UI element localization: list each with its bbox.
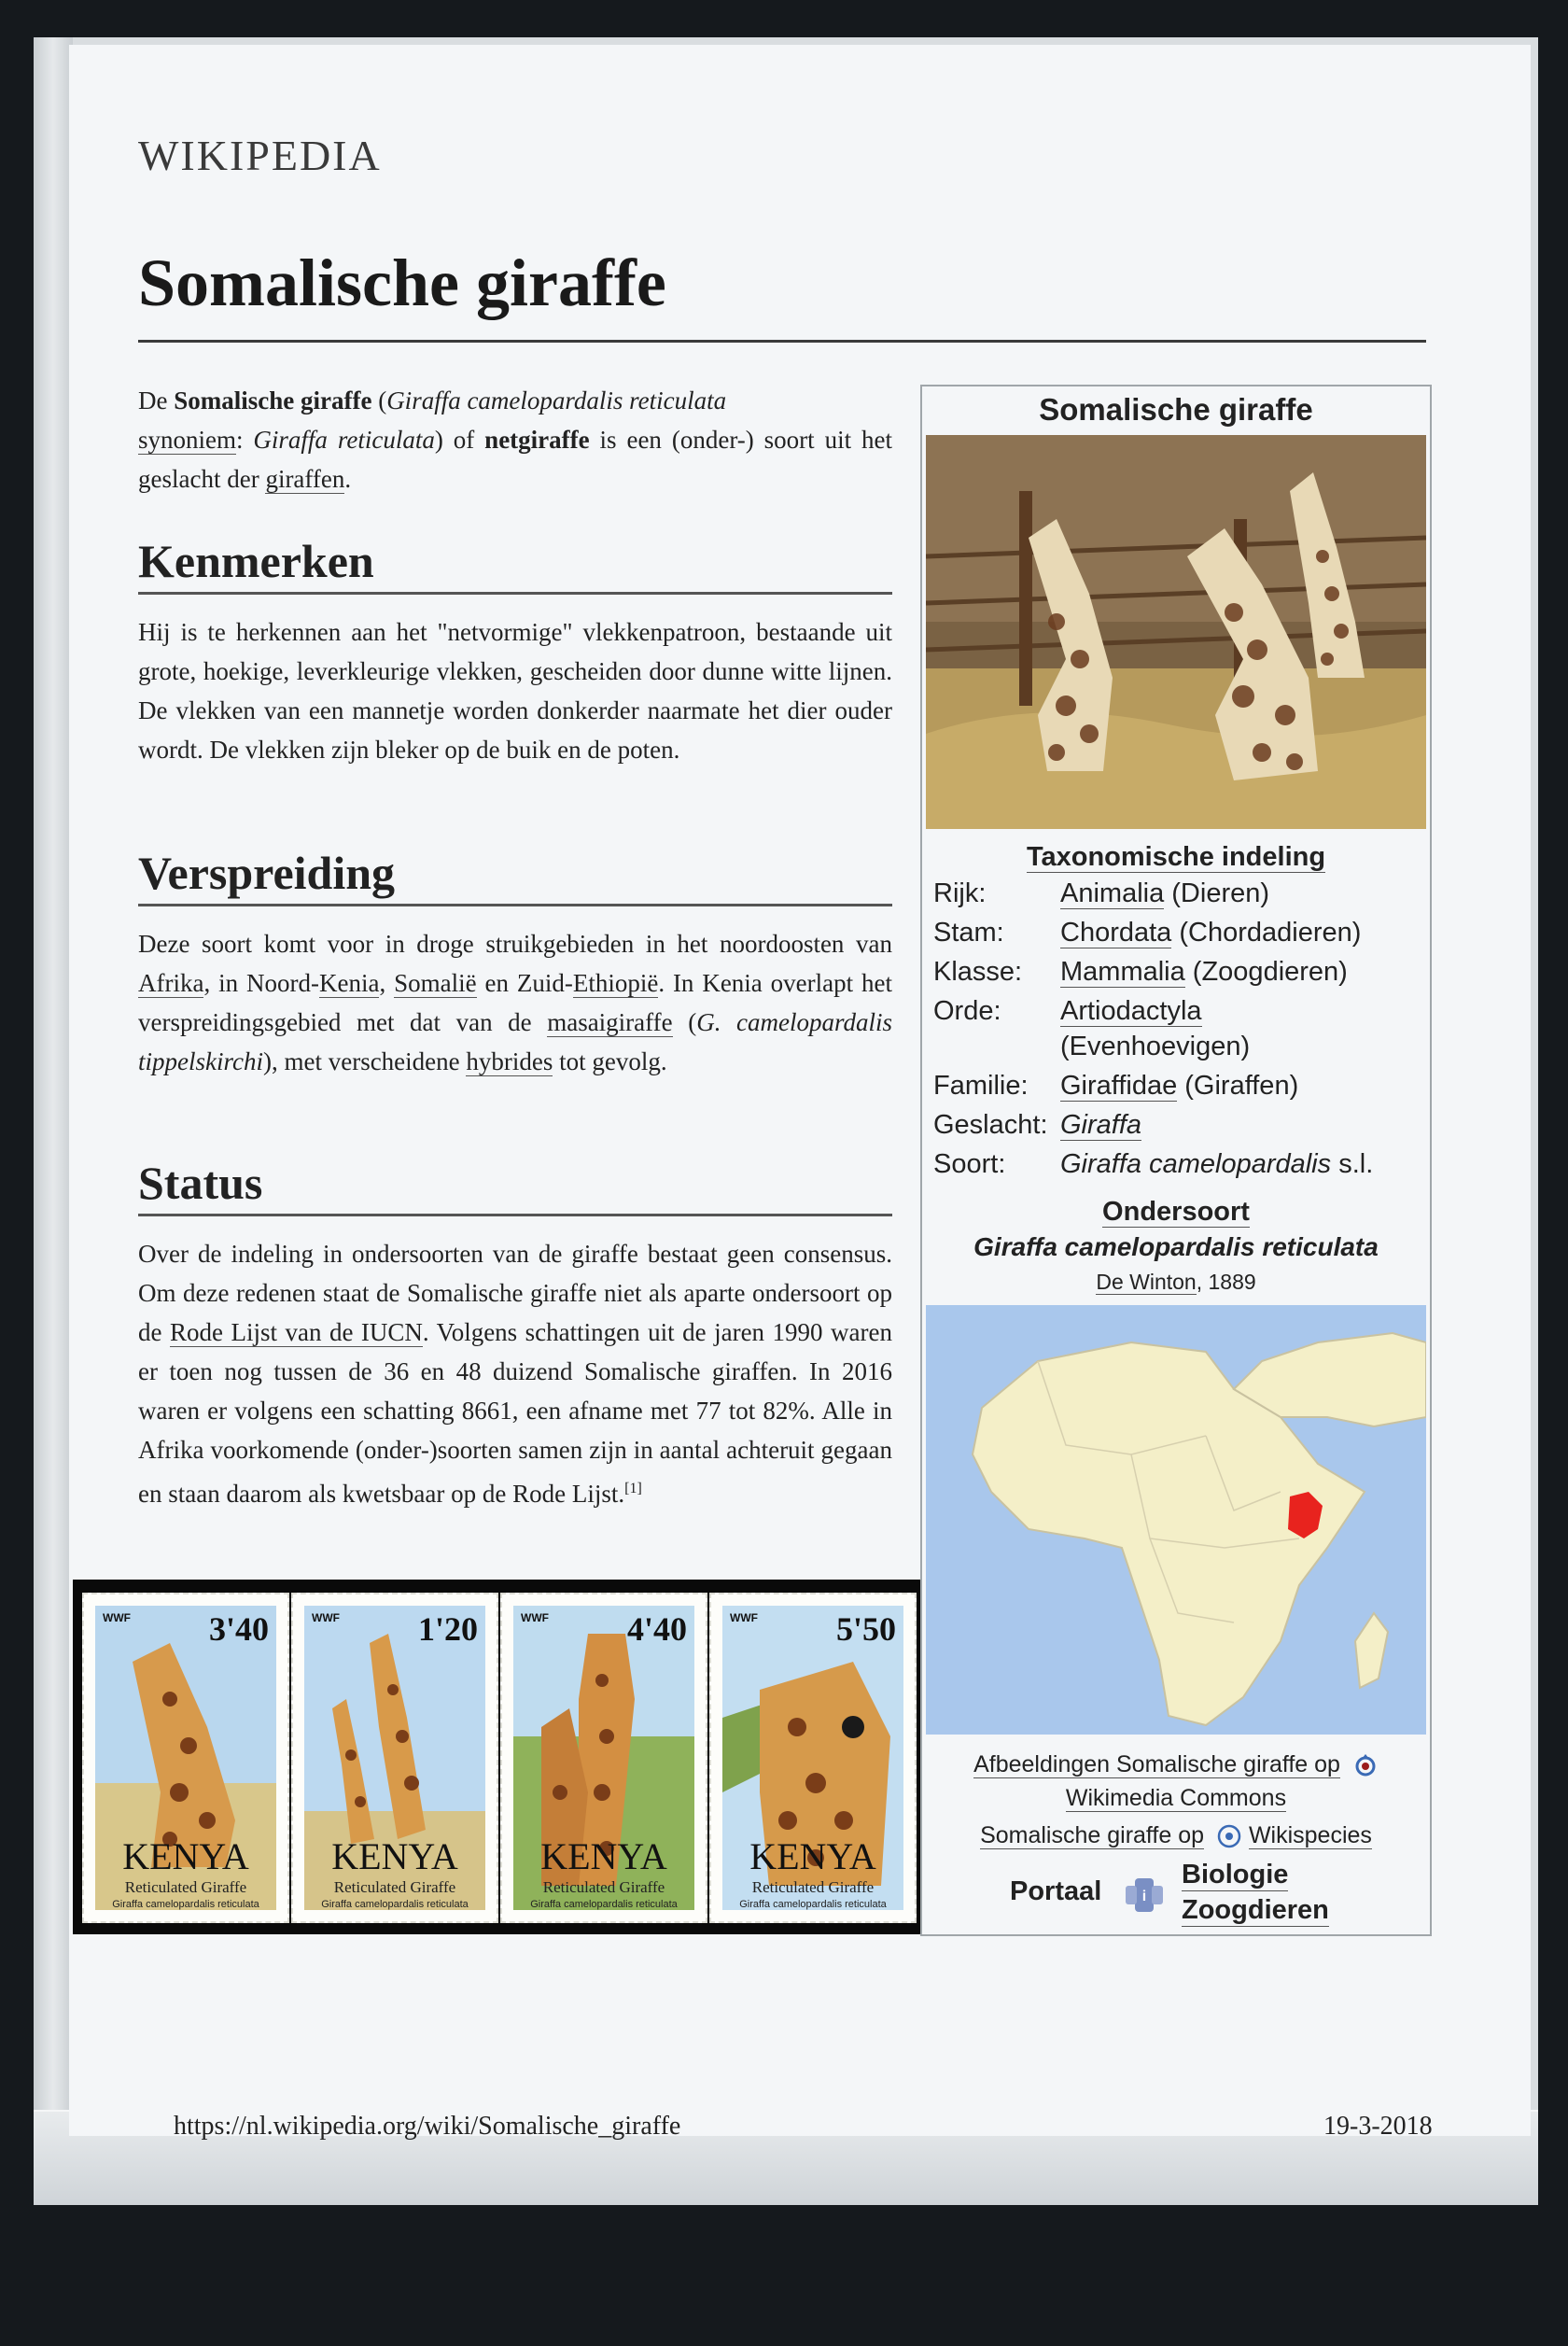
link-species-text[interactable]: Somalische giraffe op <box>980 1822 1205 1848</box>
link-hybrides[interactable]: hybrides <box>466 1047 553 1075</box>
stamp-country: KENYA <box>540 1835 667 1877</box>
distribution-map <box>926 1305 1426 1735</box>
stamp-common-name: Reticulated Giraffe <box>333 1878 456 1896</box>
wikipedia-logo: WIKIPEDIA <box>138 132 382 179</box>
paragraph-verspreiding: Deze soort komt voor in droge struikgebieden in het noordoosten van Afrika, in Noord-Kenia, Somalië en Zuid-Ethiopië. In Kenia overlapt het verspreidingsgebied met dat van de masaigiraffe (G. camelopardalis tippelskirchi), met verscheidene hybrides tot gevolg. <box>138 930 893 1075</box>
link-afrika[interactable]: Afrika <box>138 969 204 997</box>
wwf-logo: WWF <box>103 1611 131 1624</box>
stamp-scientific-name: Giraffa camelopardalis reticulata <box>530 1899 678 1910</box>
stamp-value: 5'50 <box>835 1610 896 1648</box>
footer-url: https://nl.wikipedia.org/wiki/Somalische_giraffe <box>174 2112 681 2141</box>
stamp-country: KENYA <box>331 1835 458 1877</box>
link-ethiopie[interactable]: Ethiopië <box>572 969 659 997</box>
stamp-scientific-name: Giraffa camelopardalis reticulata <box>321 1899 469 1910</box>
page-title: Somalische giraffe <box>138 246 666 320</box>
link-kenia[interactable]: Kenia <box>318 969 380 997</box>
stamp-4 <box>709 1593 917 1923</box>
stamp-scientific-name: Giraffa camelopardalis reticulata <box>112 1899 259 1910</box>
title-rule <box>138 340 1426 343</box>
sleeve-edge <box>34 37 73 2184</box>
subspecies-name: Giraffa camelopardalis reticulata <box>973 1232 1379 1261</box>
stamp-country: KENYA <box>122 1835 249 1877</box>
bold-name: Somalische giraffe <box>174 386 372 414</box>
stamp-common-name: Reticulated Giraffe <box>124 1878 247 1896</box>
taxobox: Somalische giraffe Taxonomische indeling Rijk: Animalia (Dieren) Stam: Chordata (Chordadieren) Klasse: Mammalia (Zoogdieren) Orde: Artiodactyla (Evenhoevigen) Familie: Giraffidae (Giraffen) Geslacht: Giraffa Soort: Giraffa camelopardalis s.l. Ondersoort Giraffa camelopardalis reticulata De Winton, 1889 Afbeeldingen Somalische giraffe op Wikimedia Commons Somalische giraffe op Wikispecies Portaal i Biologie Zoogdieren <box>920 385 1432 1936</box>
wikispecies-link-line <box>922 1822 1430 1849</box>
portal-icon <box>1124 1876 1165 1914</box>
link-wikispecies[interactable]: Wikispecies <box>1248 1822 1372 1848</box>
link-de-winton[interactable]: De Winton <box>1096 1270 1197 1294</box>
link-wikimedia-commons[interactable]: Wikimedia Commons <box>1065 1785 1287 1811</box>
giraffe-photo <box>926 435 1426 829</box>
portal-label: Portaal <box>1010 1876 1102 1906</box>
paragraph-status: Over de indeling in ondersoorten van de giraffe bestaat geen consensus. Om deze redenen staat de Somalische giraffe niet als aparte ondersoort op de Rode Lijst van de IUCN. Volgens schattingen uit de jaren 1990 waren er toen nog tussen de 36 en 48 duizend Somalische giraffen. In 2016 waren er volgens een schatting 8661, een afname met 77 tot 82%. Alle in Afrika voorkomende (onder-)soorten samen zijn in aantal achteruit gegaan en staan daarom als kwetsbaar op de Rode Lijst.[1] <box>138 1240 892 1508</box>
heading-verspreiding: Verspreiding <box>138 846 892 906</box>
link-giraffen[interactable]: giraffen <box>265 465 345 493</box>
stamp-2 <box>291 1593 498 1923</box>
link-somalie[interactable]: Somalië <box>394 969 477 997</box>
paragraph-kenmerken: Hij is te herkennen aan het "netvormige" vlekkenpatroon, bestaande uit grote, hoekige, leverkleurige vlekken, gescheiden door dunne witte lijnen. De vlekken van een mannetje worden donkerder naarmate het dier ouder wordt. De vlekken zijn bleker op de buik en de poten. <box>138 618 892 764</box>
stamp-common-name: Reticulated Giraffe <box>542 1878 665 1896</box>
wwf-logo: WWF <box>312 1611 340 1624</box>
subspecies-heading: Ondersoort <box>1102 1197 1250 1227</box>
link-chordata[interactable]: Chordata <box>1060 918 1172 948</box>
commons-link-line <box>922 1751 1430 1778</box>
stamp-scientific-name: Giraffa camelopardalis reticulata <box>739 1899 887 1910</box>
stamp-3 <box>500 1593 707 1923</box>
heading-kenmerken: Kenmerken <box>138 534 892 595</box>
stamp-value: 3'40 <box>208 1610 269 1648</box>
link-commons-images[interactable]: Afbeeldingen Somalische giraffe op <box>973 1751 1340 1777</box>
link-synoniem[interactable]: synoniem <box>138 426 236 454</box>
link-giraffidae[interactable]: Giraffidae <box>1060 1071 1178 1101</box>
link-giraffa[interactable]: Giraffa <box>1060 1110 1142 1140</box>
stamp-1 <box>82 1593 289 1923</box>
species-name: Giraffa camelopardalis <box>1060 1149 1332 1179</box>
link-masaigiraffe[interactable]: masaigiraffe <box>547 1008 673 1036</box>
wikispecies-icon <box>1216 1823 1242 1849</box>
taxonomy-heading: Taxonomische indeling <box>1026 842 1326 872</box>
reference-1[interactable]: [1] <box>624 1481 642 1496</box>
footer-date: 19-3-2018 <box>1323 2112 1433 2141</box>
portal-link-biologie[interactable]: Biologie <box>1182 1860 1289 1889</box>
commons-icon <box>1352 1752 1379 1778</box>
commons-link-line-2 <box>922 1785 1430 1812</box>
stamp-value: 4'40 <box>626 1610 687 1648</box>
link-artiodactyla[interactable]: Artiodactyla <box>1060 996 1202 1026</box>
svg-text:i: i <box>1141 1889 1147 1904</box>
stamp-common-name: Reticulated Giraffe <box>751 1878 875 1896</box>
link-mammalia[interactable]: Mammalia <box>1060 957 1185 987</box>
stamp-strip <box>73 1580 920 1934</box>
wwf-logo: WWF <box>521 1611 549 1624</box>
heading-status: Status <box>138 1156 892 1216</box>
taxobox-title: Somalische giraffe <box>1039 392 1313 427</box>
link-animalia[interactable]: Animalia <box>1060 878 1165 908</box>
stamp-value: 1'20 <box>417 1610 478 1648</box>
wwf-logo: WWF <box>730 1611 758 1624</box>
intro-paragraph: De Somalische giraffe (Giraffa camelopardalis reticulata synoniem: Giraffa reticulata) of netgiraffe is een (onder-) soort uit het geslacht der giraffen. <box>138 386 893 493</box>
portal-link-zoogdieren[interactable]: Zoogdieren <box>1182 1895 1329 1925</box>
portal-box <box>922 1860 1430 1931</box>
subspecies-author: De Winton, 1889 <box>1096 1270 1256 1294</box>
stamp-country: KENYA <box>749 1835 876 1877</box>
link-rode-lijst[interactable]: Rode Lijst van de IUCN <box>169 1318 423 1346</box>
